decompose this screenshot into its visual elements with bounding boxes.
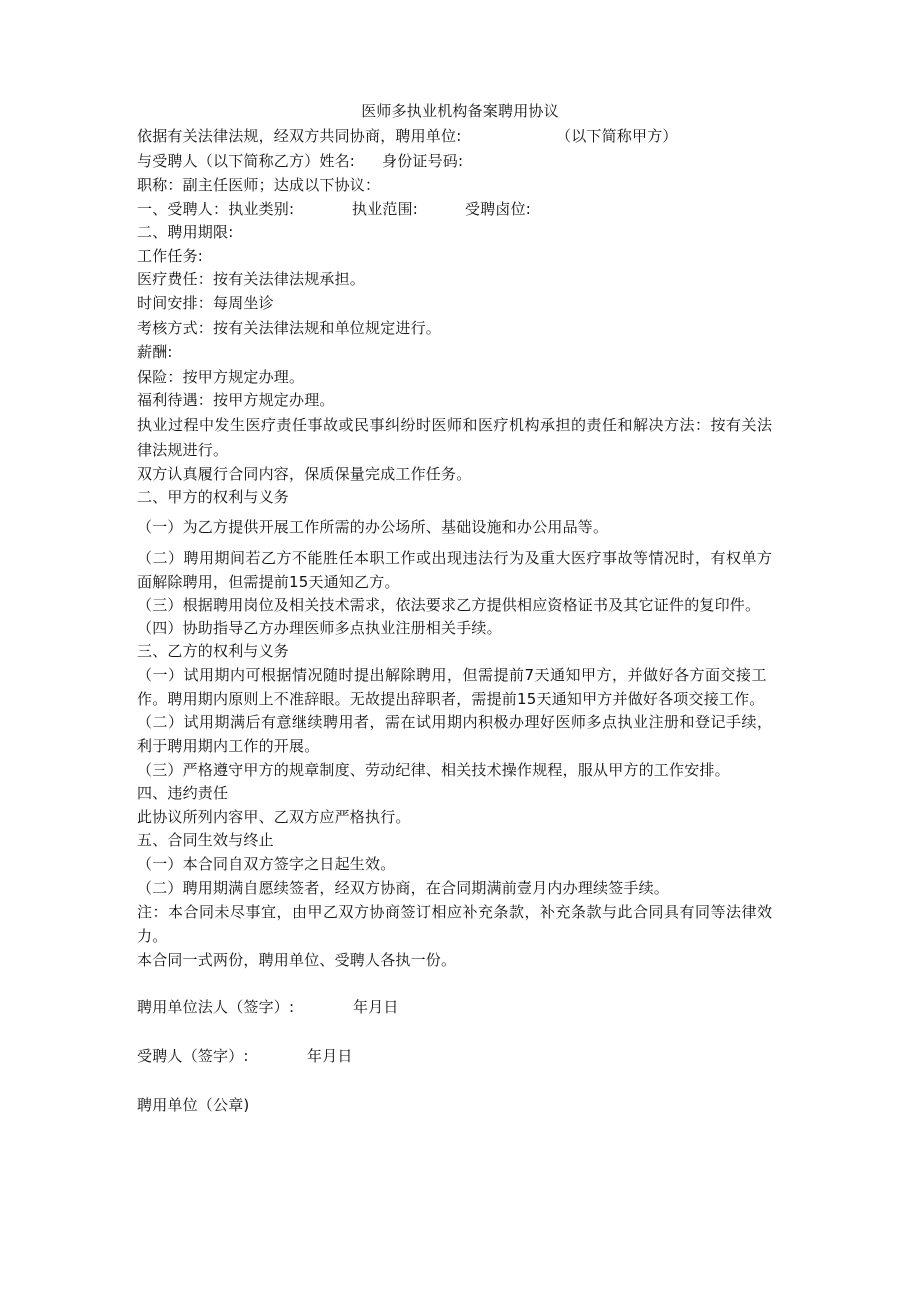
party-a-item-1: （一）为乙方提供开展工作所需的办公场所、基础设施和办公用品等。 bbox=[137, 518, 609, 536]
schedule: 时间安排：每周坐诊 bbox=[137, 294, 274, 312]
party-a-item-2-line-1: （二）聘用期间若乙方不能胜任本职工作或出现违法行为及重大医疗事故等情况时，有权单方 bbox=[137, 549, 773, 567]
party-b-item-2-line-2: 利于聘用期内工作的开展。 bbox=[137, 737, 320, 755]
breach-text: 此协议所列内容甲、乙双方应严格执行。 bbox=[137, 808, 411, 826]
party-b-item-2-line-1: （二）试用期满后有意继续聘用者，需在试用期内积极办理好医师多点执业注册和登记手续， bbox=[137, 713, 773, 731]
dispute-line-1: 执业过程中发生医疗责任事故或民事纠纷时医师和医疗机构承担的责任和解决方法：按有关法 bbox=[137, 416, 773, 434]
employer-signature: 聘用单位法人（签字）: bbox=[137, 998, 295, 1016]
dispute-line-2: 律法规进行。 bbox=[137, 441, 229, 459]
party-a-item-2-line-2: 面解除聘用，但需提前15天通知乙方。 bbox=[137, 573, 400, 591]
section-2-term: 二、聘用期限: bbox=[137, 223, 234, 241]
party-a-heading: 二、甲方的权利与义务 bbox=[137, 488, 290, 506]
party-b-item-1-line-2: 作。聘用期内原则上不准辞眼。无故提出辞职者，需提前15天通知甲方并做好各项交接工作。 bbox=[137, 690, 765, 708]
party-a-item-3: （三）根据聘用岗位及相关技术需求，依法要求乙方提供相应资格证书及其它证件的复印件。 bbox=[137, 596, 761, 614]
section-1-position: 受聘卤位: bbox=[465, 200, 532, 218]
effect-item-2: （二）聘用期满自愿续签者，经双方协商，在合同期满前壹月内办理续签手续。 bbox=[137, 879, 670, 897]
assessment: 考核方式：按有关法律法规和单位规定进行。 bbox=[137, 319, 442, 337]
intro-line-2: 与受聘人（以下简称乙方）姓名: bbox=[137, 152, 356, 170]
effect-item-1: （一）本合同自双方签字之日起生效。 bbox=[137, 855, 396, 873]
party-b-item-1-line-1: （一）试用期内可根据情况随时提出解除聘用，但需提前7天通知甲方，并做好各方面交接工 bbox=[137, 666, 768, 684]
intro-line-1-suffix: （以下简称甲方） bbox=[556, 127, 678, 145]
employee-signature-date: 年月日 bbox=[307, 1047, 353, 1065]
document-title: 医师多执业机构备案聘用协议 bbox=[361, 102, 559, 120]
both-fulfill: 双方认真履行合同内容，保质保量完成工作任务。 bbox=[137, 465, 472, 483]
party-a-item-4: （四）协助指导乙方办理医师多点执业注册相关手续。 bbox=[137, 619, 502, 637]
note-line-1: 注：本合同未尽事宜，由甲乙双方协商签订相应补充条款，补充条款与此合同具有同等法律效 bbox=[137, 903, 773, 921]
employer-seal: 聘用单位（公章) bbox=[137, 1096, 250, 1114]
salary: 薪酬: bbox=[137, 343, 173, 361]
party-b-heading: 三、乙方的权利与义务 bbox=[137, 642, 290, 660]
section-1-scope: 执业范围: bbox=[352, 200, 419, 218]
party-b-item-3: （三）严格遵守甲方的规章制度、劳动纪律、相关技术操作规程，服从甲方的工作安排。 bbox=[137, 761, 730, 779]
effect-heading: 五、合同生效与终止 bbox=[137, 831, 274, 849]
section-1-category: 一、受聘人：执业类别: bbox=[137, 200, 295, 218]
intro-line-1: 依据有关法律法规，经双方共同协商，聘用单位: bbox=[137, 127, 462, 145]
welfare: 福利待遇：按甲方规定办理。 bbox=[137, 391, 335, 409]
employer-signature-date: 年月日 bbox=[353, 998, 399, 1016]
insurance: 保险：按甲方规定办理。 bbox=[137, 368, 305, 386]
intro-line-3: 职称：副主任医师；达成以下协议： bbox=[137, 176, 381, 194]
breach-heading: 四、违约责任 bbox=[137, 784, 229, 802]
employee-signature: 受聘人（签字）: bbox=[137, 1047, 249, 1065]
medical-liability: 医疗费任：按有关法律法规承担。 bbox=[137, 270, 366, 288]
note-line-2: 力。 bbox=[137, 927, 168, 945]
intro-line-2-id: 身份证号码: bbox=[382, 152, 464, 170]
work-task: 工作任务: bbox=[137, 247, 204, 265]
copies: 本合同一式两份，聘用单位、受聘人各执一份。 bbox=[137, 951, 457, 969]
